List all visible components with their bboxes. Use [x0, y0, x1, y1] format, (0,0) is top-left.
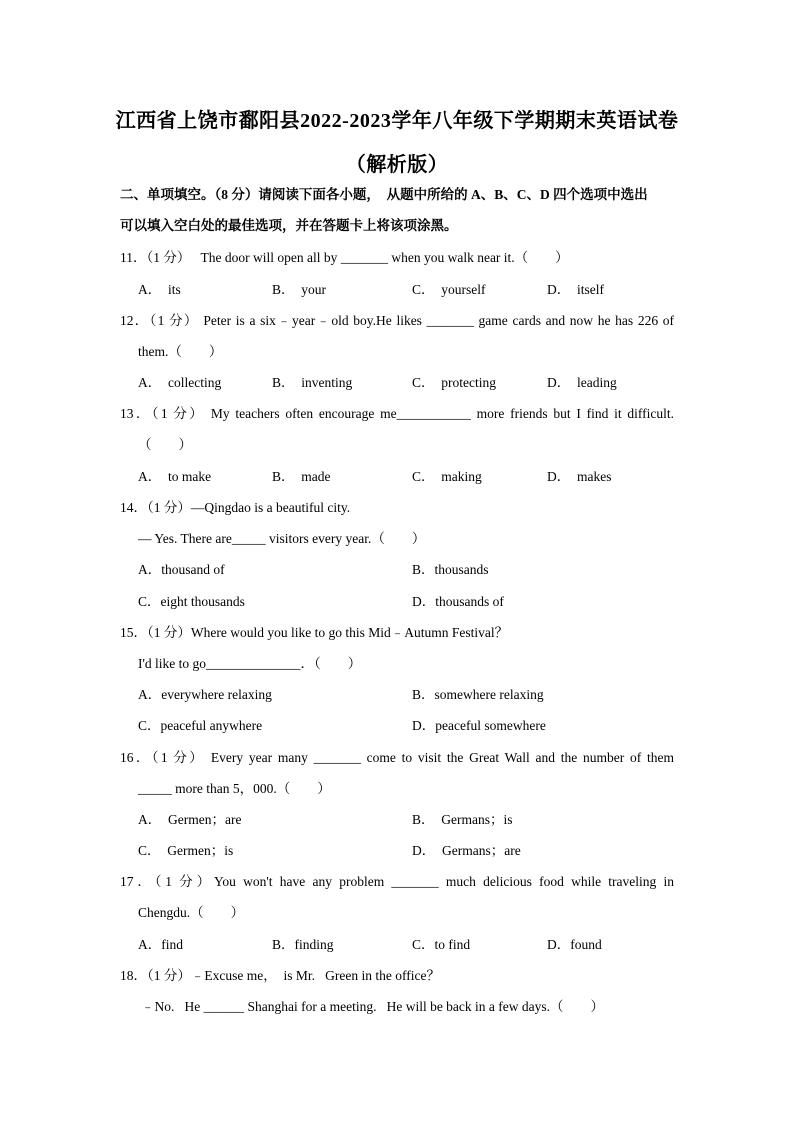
option-16-b: B． Germans；is: [412, 812, 513, 827]
question-12-cont: them.（ ）: [138, 344, 223, 359]
option-14-b: B．thousands: [412, 562, 489, 577]
question-16-cont: _____ more than 5，000.（ ）: [138, 781, 331, 796]
question-13: 13．（1 分） My teachers often encourage me___________ more friends but I find it difficult.: [120, 406, 674, 421]
option-12-d: D． leading: [547, 375, 617, 390]
option-13-d: D． makes: [547, 469, 612, 484]
option-12-a: A． collecting: [138, 375, 222, 390]
option-15-a: A．everywhere relaxing: [138, 687, 272, 702]
question-14-cont: — Yes. There are_____ visitors every year.（ ）: [138, 531, 426, 546]
option-14-a: A．thousand of: [138, 562, 225, 577]
option-13-b: B． made: [272, 469, 331, 484]
option-14-d: D．thousands of: [412, 594, 504, 609]
question-17: 17．（1 分）You won't have any problem _______ much delicious food while traveling in: [120, 874, 674, 889]
question-15: 15．（1 分）Where would you like to go this Mid﹣Autumn Festival？: [120, 625, 509, 640]
question-18-cont: ﹣No. He ______ Shanghai for a meeting. He will be back in a few days.（ ）: [141, 999, 605, 1014]
option-11-c: C． yourself: [412, 282, 486, 297]
option-13-c: C． making: [412, 469, 482, 484]
section-heading-cont: 可以填入空白处的最佳选项，并在答题卡上将该项涂黑。: [120, 218, 458, 233]
question-14: 14．（1 分）—Qingdao is a beautiful city.: [120, 500, 351, 515]
option-12-c: C． protecting: [412, 375, 496, 390]
option-15-d: D．peaceful somewhere: [412, 718, 546, 733]
section-heading: 二、单项填空。（8 分）请阅读下面各小题， 从题中所给的 A、B、C、D 四个选项中选出: [120, 187, 648, 202]
page-subtitle: （解析版）: [345, 154, 449, 176]
question-18: 18．（1 分）﹣Excuse me， is Mr. Green in the office？: [120, 968, 440, 983]
question-12: 12．（1 分） Peter is a six﹣year﹣old boy.He likes _______ game cards and now he has 226 of: [120, 313, 674, 328]
option-14-c: C．eight thousands: [138, 594, 245, 609]
option-11-a: A． its: [138, 282, 181, 297]
option-17-b: B．finding: [272, 937, 334, 952]
question-15-cont: I'd like to go______________．（ ）: [138, 656, 362, 671]
option-11-b: B． your: [272, 282, 326, 297]
question-17-cont: Chengdu.（ ）: [138, 905, 245, 920]
option-13-a: A． to make: [138, 469, 212, 484]
option-17-d: D．found: [547, 937, 602, 952]
option-17-a: A．find: [138, 937, 183, 952]
option-12-b: B． inventing: [272, 375, 353, 390]
option-15-b: B．somewhere relaxing: [412, 687, 544, 702]
option-16-c: C． Germen；is: [138, 843, 234, 858]
option-15-c: C．peaceful anywhere: [138, 718, 263, 733]
option-11-d: D． itself: [547, 282, 604, 297]
page-title: 江西省上饶市鄱阳县2022-2023学年八年级下学期期末英语试卷: [115, 110, 679, 132]
question-11: 11．（1 分） The door will open all by _______ when you walk near it.（ ）: [120, 250, 569, 265]
question-16: 16．（1 分） Every year many _______ come to visit the Great Wall and the number of them: [120, 750, 674, 765]
option-16-a: A． Germen；are: [138, 812, 242, 827]
question-13-cont: （ ）: [138, 437, 192, 452]
option-16-d: D． Germans；are: [412, 843, 521, 858]
option-17-c: C．to find: [412, 937, 471, 952]
